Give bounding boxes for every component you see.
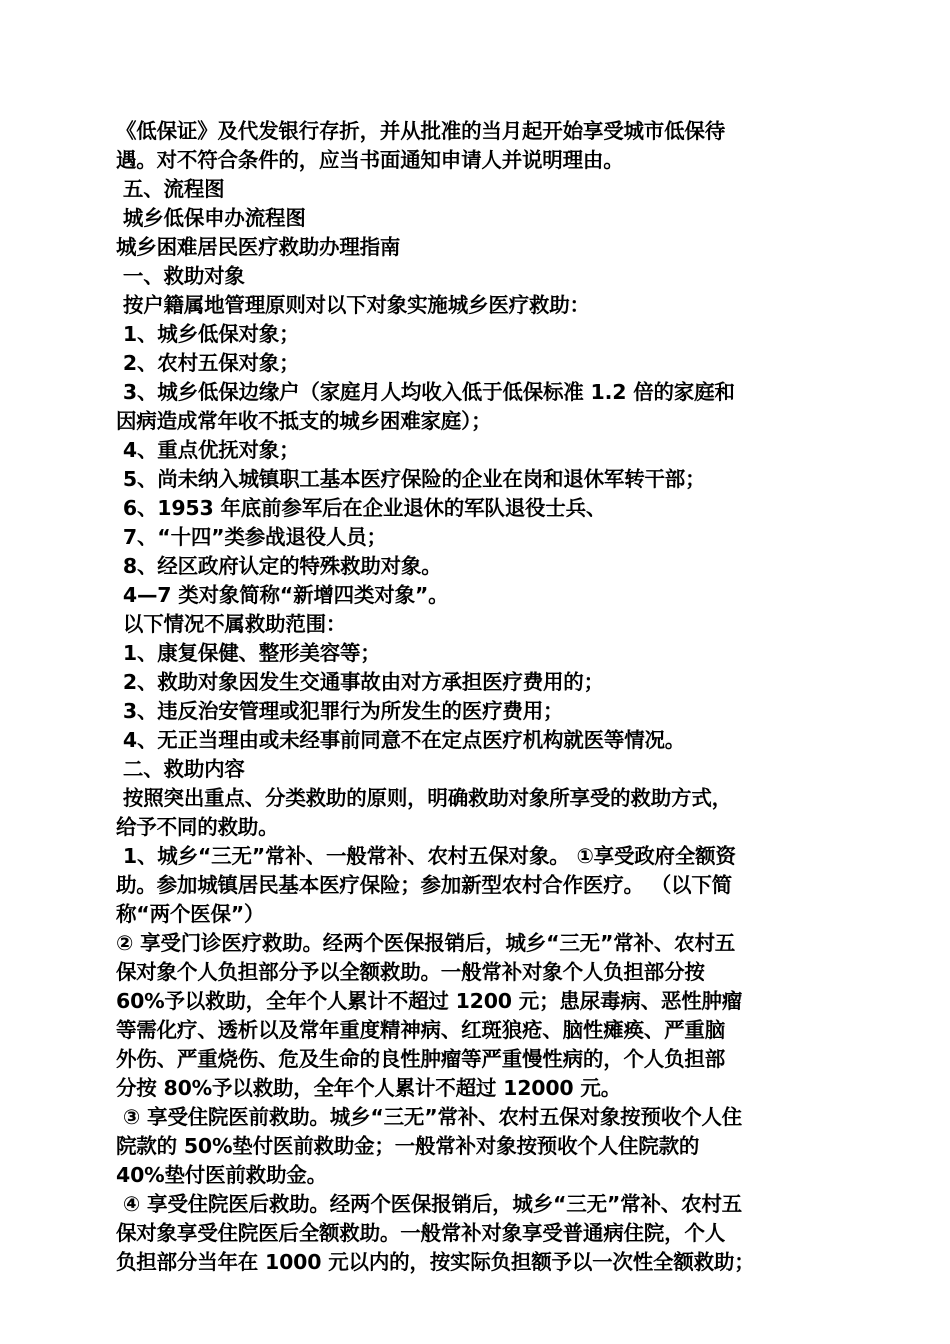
text-line: 按户籍属地管理原则对以下对象实施城乡医疗救助：: [116, 293, 590, 317]
list-item: 7、“十四”类参战退役人员；: [116, 525, 387, 549]
list-item: 4、重点优抚对象；: [116, 438, 300, 462]
text-line: ④ 享受住院医后救助。经两个医保报销后，城乡“三无”常补、农村五: [116, 1192, 742, 1216]
text-line: ③ 享受住院医前救助。城乡“三无”常补、农村五保对象按预收个人住: [116, 1105, 742, 1129]
list-item: 2、农村五保对象；: [116, 351, 300, 375]
text-line: 负担部分当年在 1000 元以内的，按实际负担额予以一次性全额救助；: [116, 1250, 755, 1274]
document-body: [116, 117, 838, 1277]
text-line: 保对象享受住院医后全额救助。一般常补对象享受普通病住院，个人: [116, 1221, 725, 1245]
text-line: 保对象个人负担部分予以全额救助。一般常补对象个人负担部分按: [116, 960, 705, 984]
text-line: 40%垫付医前救助金。: [116, 1163, 327, 1187]
text-line: 按照突出重点、分类救助的原则，明确救助对象所享受的救助方式，: [116, 786, 732, 810]
text-line: 60%予以救助，全年个人累计不超过 1200 元；患尿毒病、恶性肿瘤: [116, 989, 743, 1013]
list-item: 4、无正当理由或未经事前同意不在定点医疗机构就医等情况。: [116, 728, 686, 752]
text-line: 外伤、严重烧伤、危及生命的良性肿瘤等严重慢性病的，个人负担部: [116, 1047, 725, 1071]
list-item: 1、城乡“三无”常补、一般常补、农村五保对象。 ①享受政府全额资: [116, 844, 736, 868]
text-line: 因病造成常年收不抵支的城乡困难家庭）；: [116, 409, 492, 433]
text-line: 分按 80%予以救助，全年个人累计不超过 12000 元。: [116, 1076, 621, 1100]
text-line: 以下情况不属救助范围：: [116, 612, 347, 636]
list-item: 1、康复保健、整形美容等；: [116, 641, 381, 665]
section-heading: 一、救助对象: [116, 264, 245, 288]
text-line: 院款的 50%垫付医前救助金；一般常补对象按预收个人住院款的: [116, 1134, 700, 1158]
list-item: 8、经区政府认定的特殊救助对象。: [116, 554, 442, 578]
list-item: 3、违反治安管理或犯罪行为所发生的医疗费用；: [116, 699, 564, 723]
section-heading: 二、救助内容: [116, 757, 245, 781]
text-line: 给予不同的救助。: [116, 815, 279, 839]
list-item: 2、救助对象因发生交通事故由对方承担医疗费用的；: [116, 670, 604, 694]
list-item: 5、尚未纳入城镇职工基本医疗保险的企业在岗和退休军转干部；: [116, 467, 706, 491]
text-line: 助。参加城镇居民基本医疗保险；参加新型农村合作医疗。 （以下简: [116, 873, 732, 897]
text-line: 称“两个医保”）: [116, 902, 265, 926]
text-line: 4—7 类对象简称“新增四类对象”。: [116, 583, 449, 607]
text-line: 《低保证》及代发银行存折，并从批准的当月起开始享受城市低保待: [116, 119, 725, 143]
section-heading: 城乡低保申办流程图: [116, 206, 306, 230]
text-line: 遇。对不符合条件的，应当书面通知申请人并说明理由。: [116, 148, 624, 172]
document-title: 城乡困难居民医疗救助办理指南: [116, 235, 401, 259]
section-heading: 五、流程图: [116, 177, 225, 201]
list-item: 6、1953 年底前参军后在企业退休的军队退役士兵、: [116, 496, 607, 520]
text-line: 等需化疗、透析以及常年重度精神病、红斑狼疮、脑性瘫痪、严重脑: [116, 1018, 725, 1042]
list-item: 3、城乡低保边缘户（家庭月人均收入低于低保标准 1.2 倍的家庭和: [116, 380, 735, 404]
text-line: ② 享受门诊医疗救助。经两个医保报销后，城乡“三无”常补、农村五: [116, 931, 736, 955]
list-item: 1、城乡低保对象；: [116, 322, 300, 346]
